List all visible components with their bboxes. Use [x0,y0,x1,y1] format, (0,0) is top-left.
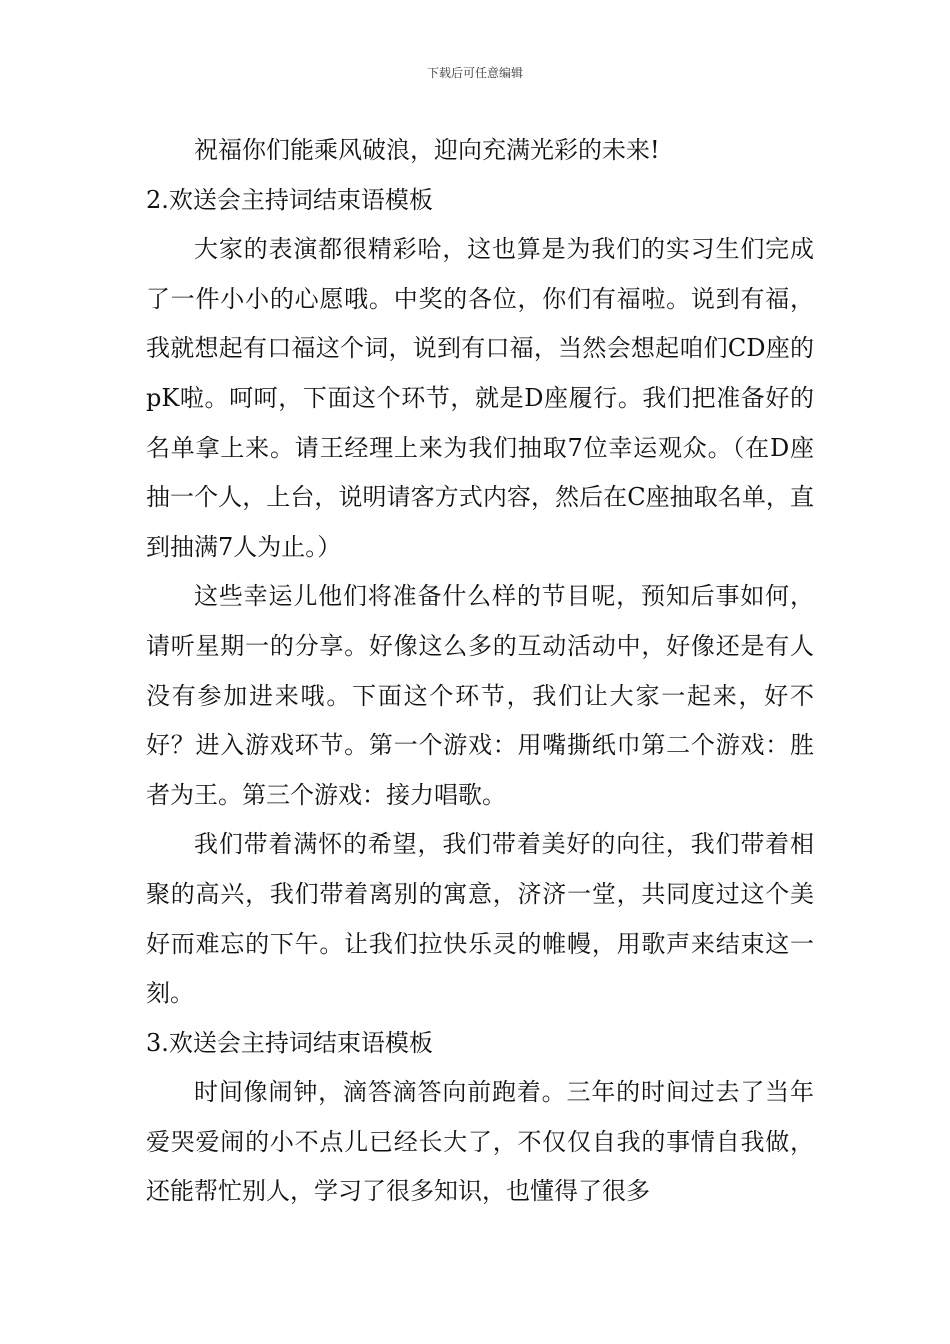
paragraph-time: 时间像闹钟，滴答滴答向前跑着。三年的时间过去了当年爱哭爱闹的小不点儿已经长大了，不仅仅自我的事情自我做，还能帮忙别人，学习了很多知识，也懂得了很多 [146,1078,814,1206]
document-body [146,126,814,1217]
section-heading-3: 3.欢送会主持词结束语模板 [146,1028,433,1057]
paragraph-games: 这些幸运儿他们将准备什么样的节目呢，预知后事如何，请听星期一的分享。好像这么多的互动活动中，好像还是有人没有参加进来哦。下面这个环节，我们让大家一起来，好不好？进入游戏环节。第一个游戏：用嘴撕纸巾第二个游戏：胜者为王。第三个游戏：接力唱歌。 [146,582,814,809]
section-heading-2: 2.欢送会主持词结束语模板 [146,185,433,214]
paragraph-closing: 我们带着满怀的希望，我们带着美好的向往，我们带着相聚的高兴，我们带着离别的寓意，济济一堂，共同度过这个美好而难忘的下午。让我们拉快乐灵的帷幔，用歌声来结束这一刻。 [146,830,814,1008]
paragraph-performance: 大家的表演都很精彩哈，这也算是为我们的实习生们完成了一件小小的心愿哦。中奖的各位，你们有福啦。说到有福，我就想起有口福这个词，说到有口福，当然会想起咱们CD座的pK啦。呵呵，下面这个环节，就是D座履行。我们把准备好的名单拿上来。请王经理上来为我们抽取7位幸运观众。（在D座抽一个人，上台，说明请客方式内容，然后在C座抽取名单，直到抽满7人为止。） [146,235,814,561]
page-header-note: 下载后可任意编辑 [426,66,523,80]
paragraph-blessing: 祝福你们能乘风破浪，迎向充满光彩的未来! [194,136,660,164]
